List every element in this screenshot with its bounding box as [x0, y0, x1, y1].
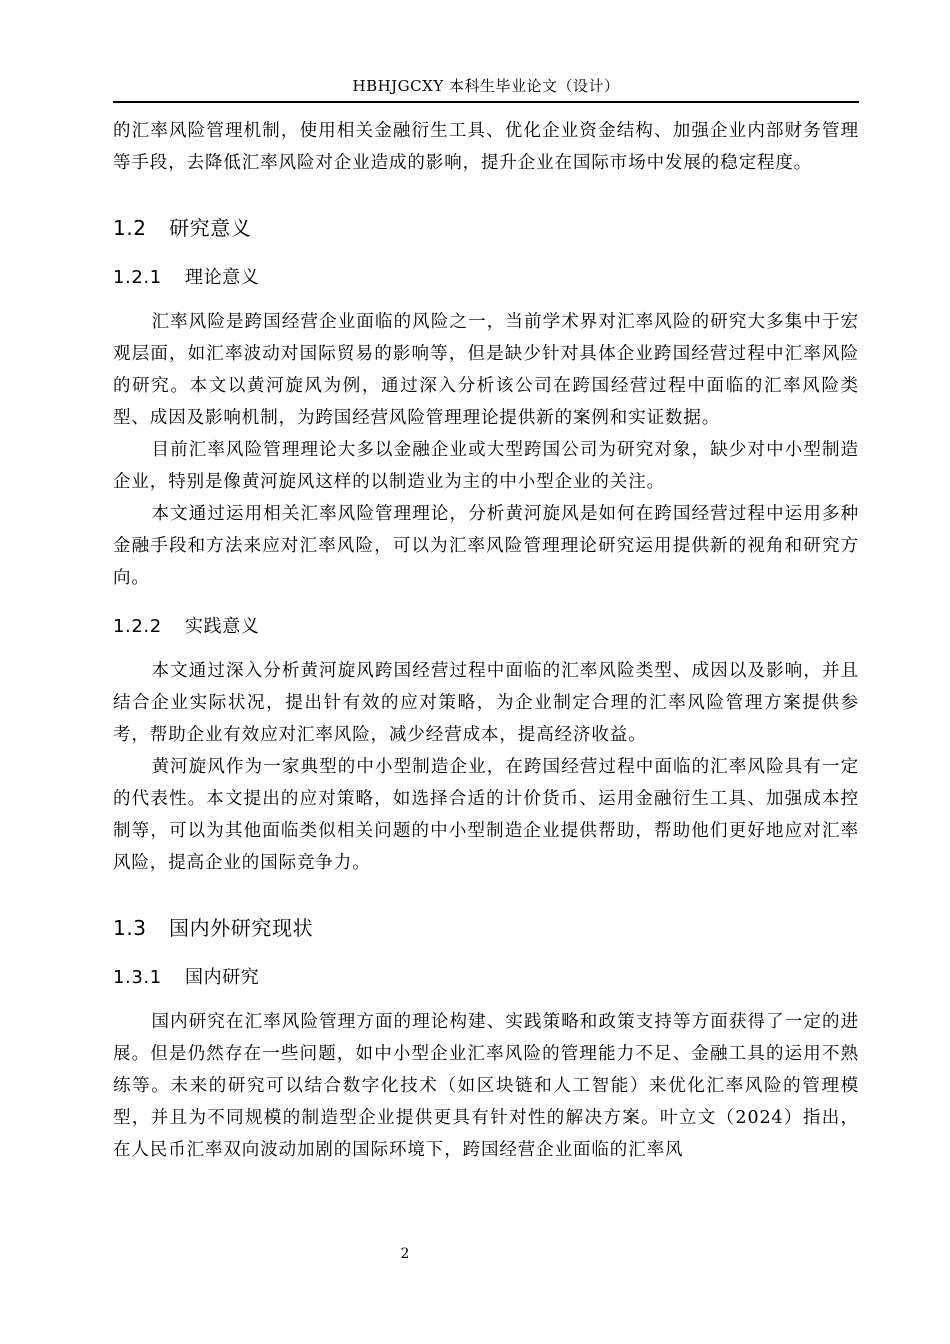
section-heading-1-2: [113, 212, 859, 244]
section-title: 国内外研究现状: [169, 916, 314, 940]
subsection-number: 1.3.1: [113, 967, 162, 988]
paragraph: 目前汇率风险管理理论大多以金融企业或大型跨国公司为研究对象，缺少对中小型制造企业，特别是像黄河旋风这样的以制造业为主的中小型企业的关注。: [113, 440, 859, 492]
subsection-title: 国内研究: [185, 967, 260, 988]
section-number: 1.2: [113, 216, 147, 240]
section-heading-1-3: [113, 912, 859, 944]
paragraph: 汇率风险是跨国经营企业面临的风险之一，当前学术界对汇率风险的研究大多集中于宏观层面，如汇率波动对国际贸易的影响等，但是缺少针对具体企业跨国经营过程中汇率风险的研究。本文以黄河旋风为例，通过深入分析该公司在跨国经营过程中面临的汇率风险类型、成因及影响机制，为跨国经营风险管理理论提供新的案例和实证数据。: [113, 312, 859, 428]
paragraph: 本文通过深入分析黄河旋风跨国经营过程中面临的汇率风险类型、成因以及影响，并且结合企业实际状况，提出针有效的应对策略，为企业制定合理的汇率风险管理方案提供参考，帮助企业有效应对汇率风险，减少经营成本，提高经济收益。: [113, 661, 859, 745]
running-header: HBHJGCXY 本科生毕业论文（设计）: [352, 77, 620, 95]
subsection-title: 实践意义: [185, 616, 260, 637]
section-title: 研究意义: [169, 216, 252, 240]
subsection-number: 1.2.2: [113, 616, 162, 637]
page-body: [113, 115, 859, 1166]
header-rule: [113, 101, 859, 103]
subsection-heading-1-3-1: [113, 962, 859, 994]
section-number: 1.3: [113, 916, 147, 940]
paragraph: 黄河旋风作为一家典型的中小型制造企业，在跨国经营过程中面临的汇率风险具有一定的代表性。本文提出的应对策略，如选择合适的计价货币、运用金融衍生工具、加强成本控制等，可以为其他面临类似相关问题的中小型制造企业提供帮助，帮助他们更好地应对汇率风险，提高企业的国际竞争力。: [113, 757, 859, 873]
subsection-heading-1-2-1: [113, 262, 859, 294]
paragraph: 本文通过运用相关汇率风险管理理论，分析黄河旋风是如何在跨国经营过程中运用多种金融手段和方法来应对汇率风险，可以为汇率风险管理理论研究运用提供新的视角和研究方向。: [113, 504, 859, 588]
paragraph-continuation: 的汇率风险管理机制，使用相关金融衍生工具、优化企业资金结构、加强企业内部财务管理等手段，去降低汇率风险对企业造成的影响，提升企业在国际市场中发展的稳定程度。: [113, 121, 859, 173]
subsection-title: 理论意义: [185, 267, 260, 288]
page-number: 2: [400, 1246, 410, 1262]
paragraph: 国内研究在汇率风险管理方面的理论构建、实践策略和政策支持等方面获得了一定的进展。但是仍然存在一些问题，如中小型企业汇率风险的管理能力不足、金融工具的运用不熟练等。未来的研究可以结合数字化技术（如区块链和人工智能）来优化汇率风险的管理模型，并且为不同规模的制造型企业提供更具有针对性的解决方案。叶立文（2024）指出，在人民币汇率双向波动加剧的国际环境下，跨国经营企业面临的汇率风: [113, 1012, 859, 1160]
subsection-heading-1-2-2: [113, 611, 859, 643]
subsection-number: 1.2.1: [113, 267, 162, 288]
